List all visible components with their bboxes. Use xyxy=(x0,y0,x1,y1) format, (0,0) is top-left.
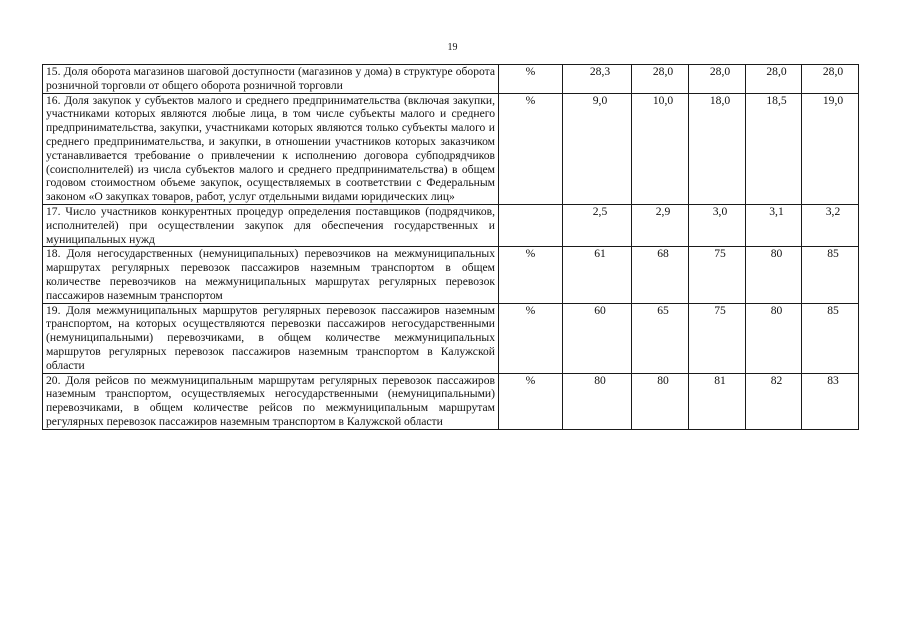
indicator-value xyxy=(563,204,632,246)
value-text: 80 xyxy=(770,247,783,261)
indicator-name: 19. Доля межмуниципальных маршрутов регулярных перевозок пассажиров наземным транспортом, на которых осуществляются перевозки пассажиров негосударственными (немуниципальными) перевозчиками, в общем количестве межмуниципальных маршрутов регулярных перевозок пассажиров наземным транспортом в Калужской области xyxy=(43,303,499,373)
indicator-value xyxy=(689,204,746,246)
indicator-value xyxy=(689,373,746,429)
indicator-value xyxy=(689,65,746,94)
value-text: 3,0 xyxy=(712,204,728,218)
indicator-name: 18. Доля негосударственных (немуниципальных) перевозчиков на межмуниципальных маршрутах регулярных перевозок пассажиров наземным транспортом в общем количестве перевозчиков на межмуниципальных маршрутах регулярных перевозок пассажиров наземным транспортом xyxy=(43,247,499,303)
table-row xyxy=(43,373,859,429)
indicator-value xyxy=(746,247,802,303)
value-text: 18,5 xyxy=(766,93,787,107)
indicator-value xyxy=(563,65,632,94)
value-text: 28,3 xyxy=(589,65,611,78)
value-text: 65 xyxy=(657,303,669,317)
page-number: 19 xyxy=(447,42,458,53)
indicator-value xyxy=(746,373,802,429)
value-text: 2,5 xyxy=(592,204,608,218)
value-text: 80 xyxy=(770,303,783,317)
indicator-unit: % xyxy=(499,373,563,429)
value-text: 60 xyxy=(594,303,606,317)
value-text: 68 xyxy=(657,247,669,261)
indicator-value xyxy=(689,303,746,373)
value-text: 82 xyxy=(770,373,783,387)
indicator-value xyxy=(632,303,689,373)
value-text: 28,0 xyxy=(766,65,787,78)
indicator-value xyxy=(632,247,689,303)
indicator-value xyxy=(632,65,689,94)
indicator-value xyxy=(632,93,689,204)
indicator-value xyxy=(746,65,802,94)
indicator-value xyxy=(802,373,859,429)
indicator-value xyxy=(563,303,632,373)
value-text: 19,0 xyxy=(822,93,844,107)
table-row xyxy=(43,303,859,373)
indicator-value xyxy=(689,247,746,303)
indicator-name: 15. Доля оборота магазинов шаговой доступности (магазинов у дома) в структуре оборота розничной торговли от общего оборота розничной торговли xyxy=(43,65,499,94)
value-text: 81 xyxy=(714,373,726,387)
value-text: 83 xyxy=(827,373,839,387)
value-text: 85 xyxy=(827,303,839,317)
value-text: 80 xyxy=(594,373,606,387)
value-text: 9,0 xyxy=(592,93,608,107)
value-text: 28,0 xyxy=(709,65,731,78)
indicator-name: 16. Доля закупок у субъектов малого и среднего предпринимательства (включая закупки, участниками которых являются любые лица, в том числе субъекты малого и среднего предпринимательства, закупки, участниками которых являются только субъекты малого и среднего предпринимательства, и закупки, в отношении участников которых заказчиком устанавливается требование о привлечении к исполнению договора субподрядчиков (соисполнителей) из числа субъектов малого и среднего предпринимательства) в общем годовом стоимостном объеме закупок, осуществляемых в соответствии с Федеральным законом «О закупках товаров, работ, услуг отдельными видами юридических лиц» xyxy=(43,93,499,204)
indicator-unit xyxy=(499,204,563,246)
indicator-value xyxy=(632,373,689,429)
indicator-unit: % xyxy=(499,247,563,303)
value-text: 2,9 xyxy=(655,204,671,218)
value-text: 10,0 xyxy=(652,93,674,107)
value-text: 28,0 xyxy=(652,65,674,78)
value-text: 3,2 xyxy=(825,204,841,218)
indicator-value xyxy=(746,204,802,246)
indicator-value xyxy=(802,65,859,94)
value-text: 80 xyxy=(657,373,669,387)
table-row xyxy=(43,204,859,246)
value-text: 18,0 xyxy=(709,93,731,107)
value-text: 28,0 xyxy=(822,65,844,78)
indicator-unit: % xyxy=(499,65,563,94)
indicator-value xyxy=(746,93,802,204)
value-text: 75 xyxy=(714,247,726,261)
indicator-unit: % xyxy=(499,303,563,373)
indicator-value xyxy=(563,247,632,303)
indicator-name: 17. Число участников конкурентных процедур определения поставщиков (подрядчиков, исполнителей) при осуществлении закупок для обеспечения государственных и муниципальных нужд xyxy=(43,204,499,246)
indicator-value xyxy=(802,303,859,373)
indicator-value xyxy=(632,204,689,246)
indicator-value xyxy=(746,303,802,373)
indicator-value xyxy=(563,93,632,204)
indicator-value xyxy=(689,93,746,204)
indicator-value xyxy=(563,373,632,429)
indicator-unit: % xyxy=(499,93,563,204)
value-text: 75 xyxy=(714,303,726,317)
value-text: 3,1 xyxy=(769,204,784,218)
indicators-table xyxy=(42,64,859,430)
value-text: 85 xyxy=(827,247,839,261)
table-row xyxy=(43,93,859,204)
table-row xyxy=(43,247,859,303)
indicator-value xyxy=(802,93,859,204)
indicator-value xyxy=(802,247,859,303)
table-row xyxy=(43,65,859,94)
indicator-name: 20. Доля рейсов по межмуниципальным маршрутам регулярных перевозок пассажиров наземным транспортом, осуществляемых негосударственными (немуниципальными) перевозчиками, в общем количестве рейсов по межмуниципальным маршрутам регулярных перевозок пассажиров наземным транспортом в Калужской области xyxy=(43,373,499,429)
indicator-value xyxy=(802,204,859,246)
value-text: 61 xyxy=(594,247,606,261)
